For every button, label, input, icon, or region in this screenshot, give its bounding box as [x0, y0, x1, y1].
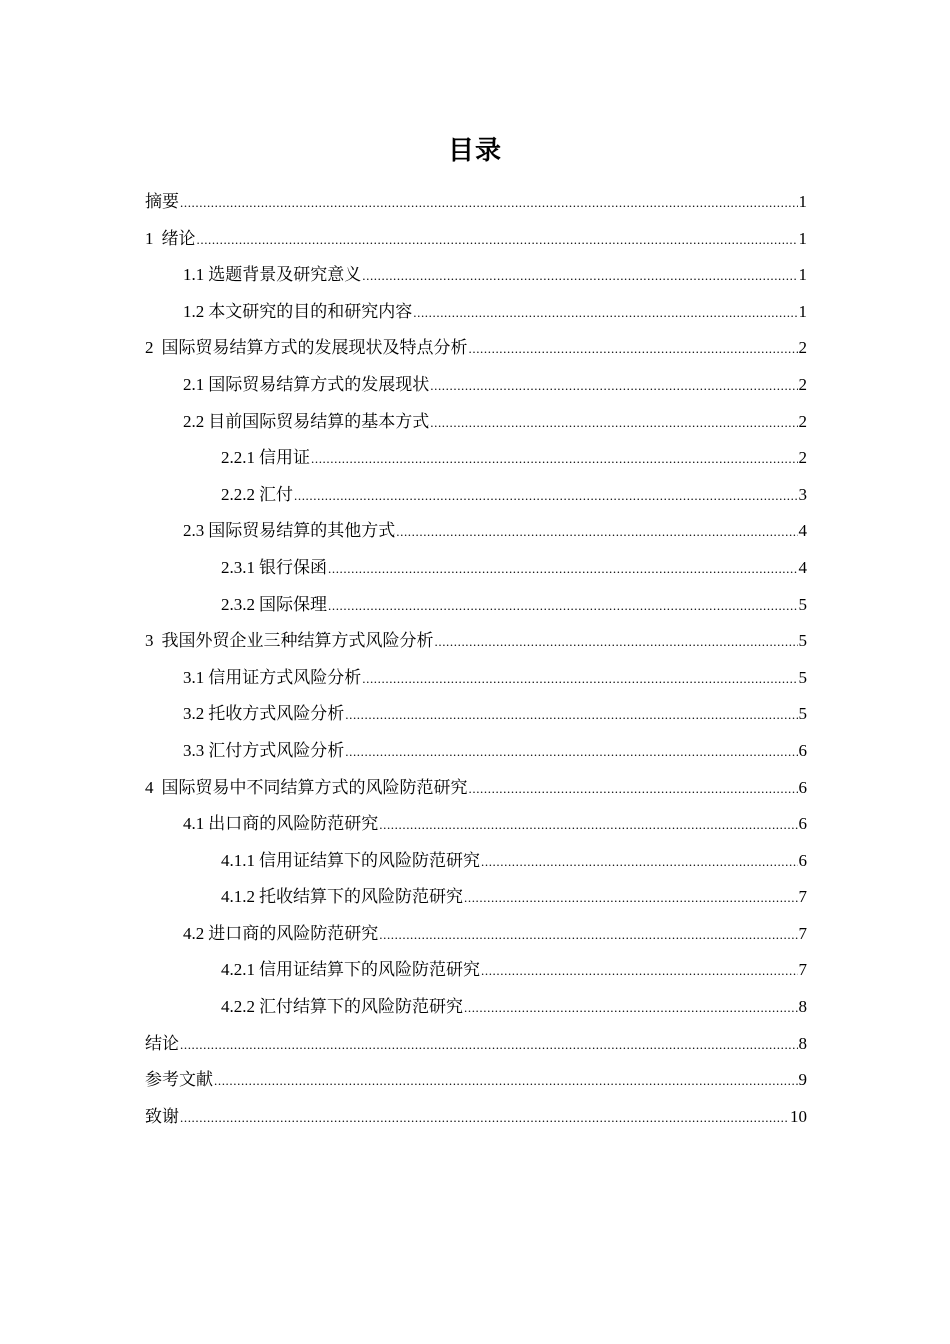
toc-entry[interactable] [145, 184, 807, 221]
toc-entry[interactable] [145, 477, 807, 514]
toc-page-number: 2 [798, 448, 807, 468]
toc-page-number: 5 [798, 704, 807, 724]
toc-entry-number: 4.1.2 [221, 887, 255, 907]
toc-entry-title: 汇付结算下的风险防范研究 [259, 997, 463, 1018]
toc-dot-leader [311, 441, 798, 478]
toc-page-number: 1 [798, 228, 807, 248]
toc-entry[interactable] [145, 770, 807, 807]
toc-entry-number: 2.2.2 [221, 484, 255, 504]
toc-page-number: 6 [798, 740, 807, 760]
toc-dot-leader [294, 478, 798, 515]
toc-dot-leader [464, 880, 798, 917]
toc-page-number: 5 [798, 667, 807, 687]
toc-dot-leader [413, 295, 797, 332]
toc-entry[interactable] [145, 404, 807, 441]
toc-dot-leader [362, 661, 797, 698]
toc-entry[interactable] [145, 843, 807, 880]
toc-page-number: 10 [790, 1106, 807, 1126]
toc-entry[interactable] [145, 1026, 807, 1063]
toc-page-number: 1 [798, 301, 807, 321]
toc-entry[interactable] [145, 221, 807, 258]
toc-dot-leader [481, 953, 798, 990]
toc-dot-leader [345, 697, 797, 734]
toc-dot-leader [197, 222, 798, 259]
toc-entry-number: 3 [145, 631, 154, 651]
toc-entry-title: 银行保函 [259, 557, 327, 578]
toc-entry[interactable] [145, 952, 807, 989]
toc-entry-number: 2.3.1 [221, 557, 255, 577]
toc-entry[interactable] [145, 1099, 807, 1136]
toc-title: 目录 [447, 136, 502, 166]
toc-entry-title: 国际贸易结算的其他方式 [208, 521, 396, 542]
toc-page-number: 8 [798, 997, 807, 1017]
toc-page-number: 2 [798, 338, 807, 358]
toc-entry[interactable] [145, 623, 807, 660]
toc-entry-number: 1.1 [183, 265, 205, 285]
toc-entry-title: 汇付方式风险分析 [208, 740, 345, 761]
toc-entry-number: 4.2.2 [221, 997, 255, 1017]
toc-entry-number: 2.3 [183, 521, 205, 541]
toc-entry-title: 本文研究的目的和研究内容 [208, 301, 413, 322]
toc-dot-leader [379, 917, 797, 954]
toc-entry[interactable] [145, 587, 807, 624]
toc-entry-title: 汇付 [259, 484, 293, 505]
toc-page-number: 4 [798, 521, 807, 541]
toc-entry-title: 我国外贸企业三种结算方式风险分析 [161, 631, 434, 652]
toc-dot-leader [464, 990, 798, 1027]
toc-entry[interactable] [145, 257, 807, 294]
toc-entry-title: 信用证结算下的风险防范研究 [259, 960, 480, 981]
toc-entry[interactable] [145, 1062, 807, 1099]
toc-entry-number: 4 [145, 777, 154, 797]
toc-entry-title: 出口商的风险防范研究 [208, 814, 379, 835]
toc-dot-leader [362, 258, 797, 295]
toc-page-number: 2 [798, 411, 807, 431]
toc-entry-title: 国际贸易结算方式的发展现状 [208, 374, 430, 395]
toc-page-number: 5 [798, 631, 807, 651]
toc-entry[interactable] [145, 513, 807, 550]
toc-entry-number: 4.2.1 [221, 960, 255, 980]
toc-page-number: 1 [798, 192, 807, 211]
toc-entry-title: 国际贸易结算方式的发展现状及特点分析 [161, 338, 468, 359]
toc-dot-leader [430, 405, 797, 442]
toc-entry-number: 2.2 [183, 411, 205, 431]
toc-entry[interactable] [145, 916, 807, 953]
toc-entry-number: 3.1 [183, 667, 205, 687]
toc-entry-title: 信用证 [259, 448, 310, 469]
toc-page-number: 1 [798, 265, 807, 285]
toc-dot-leader [379, 807, 797, 844]
toc-entry-title: 结论 [145, 1033, 179, 1054]
toc-page-number: 6 [798, 814, 807, 834]
toc-entry-title: 托收方式风险分析 [208, 704, 345, 725]
toc-dot-leader [180, 1027, 798, 1064]
toc-entry-number: 2.1 [183, 374, 205, 394]
toc-entry[interactable] [145, 440, 807, 477]
toc-entry-title: 信用证结算下的风险防范研究 [259, 850, 480, 871]
toc-entry[interactable] [145, 550, 807, 587]
toc-entry[interactable] [145, 733, 807, 770]
toc-page-number: 3 [798, 484, 807, 504]
toc-dot-leader [328, 588, 798, 625]
toc-entry-title: 信用证方式风险分析 [208, 667, 362, 688]
toc-entry-number: 3.3 [183, 740, 205, 760]
toc-entry-number: 2.3.2 [221, 594, 255, 614]
toc-page-number: 7 [798, 887, 807, 907]
toc-entry-number: 2 [145, 338, 154, 358]
toc-entry-title: 绪论 [161, 228, 196, 249]
toc-page-number: 6 [798, 850, 807, 870]
toc-entry[interactable] [145, 696, 807, 733]
toc-dot-leader [430, 368, 797, 405]
toc-dot-leader [469, 771, 798, 808]
toc-entry[interactable] [145, 989, 807, 1026]
toc-entry[interactable] [145, 367, 807, 404]
toc-entry-number: 4.2 [183, 923, 205, 943]
toc-page-number: 5 [798, 594, 807, 614]
toc-entry-number: 2.2.1 [221, 448, 255, 468]
toc-page-number: 8 [798, 1033, 807, 1053]
toc-page-number: 9 [798, 1070, 807, 1090]
toc-entry[interactable] [145, 330, 807, 367]
toc-dot-leader [469, 331, 798, 368]
toc-entry-title: 选题背景及研究意义 [208, 265, 362, 286]
toc-page-number: 4 [798, 557, 807, 577]
toc-entry-title: 目前国际贸易结算的基本方式 [208, 411, 430, 432]
toc-entry-title: 摘要 [145, 192, 179, 212]
toc-entry[interactable] [145, 806, 807, 843]
toc-page-number: 7 [798, 923, 807, 943]
toc-entry-number: 4.1 [183, 814, 205, 834]
toc-entry-number: 1 [145, 228, 154, 248]
toc-entry-number: 3.2 [183, 704, 205, 724]
toc-page-number: 6 [798, 777, 807, 797]
toc-entry[interactable] [145, 294, 807, 331]
toc-dot-leader [435, 624, 798, 661]
toc-entry-title: 进口商的风险防范研究 [208, 923, 379, 944]
toc-dot-leader [396, 514, 797, 551]
toc-dot-leader [328, 551, 798, 588]
toc-entry-title: 托收结算下的风险防范研究 [259, 887, 463, 908]
toc-entry-title: 参考文献 [145, 1070, 213, 1091]
toc-page-number: 7 [798, 960, 807, 980]
toc-dot-leader [214, 1063, 798, 1100]
toc-entry-title: 国际贸易中不同结算方式的风险防范研究 [161, 777, 468, 798]
toc-page-number: 2 [798, 374, 807, 394]
toc-entry-title: 国际保理 [259, 594, 327, 615]
toc-entry-number: 1.2 [183, 301, 205, 321]
toc-entry[interactable] [145, 660, 807, 697]
toc-dot-leader [180, 185, 798, 222]
toc-dot-leader [180, 1100, 789, 1137]
toc-dot-leader [481, 844, 798, 881]
toc-list [145, 184, 807, 1135]
toc-dot-leader [345, 734, 797, 771]
toc-entry-number: 4.1.1 [221, 850, 255, 870]
toc-entry[interactable] [145, 879, 807, 916]
toc-entry-title: 致谢 [145, 1106, 179, 1127]
